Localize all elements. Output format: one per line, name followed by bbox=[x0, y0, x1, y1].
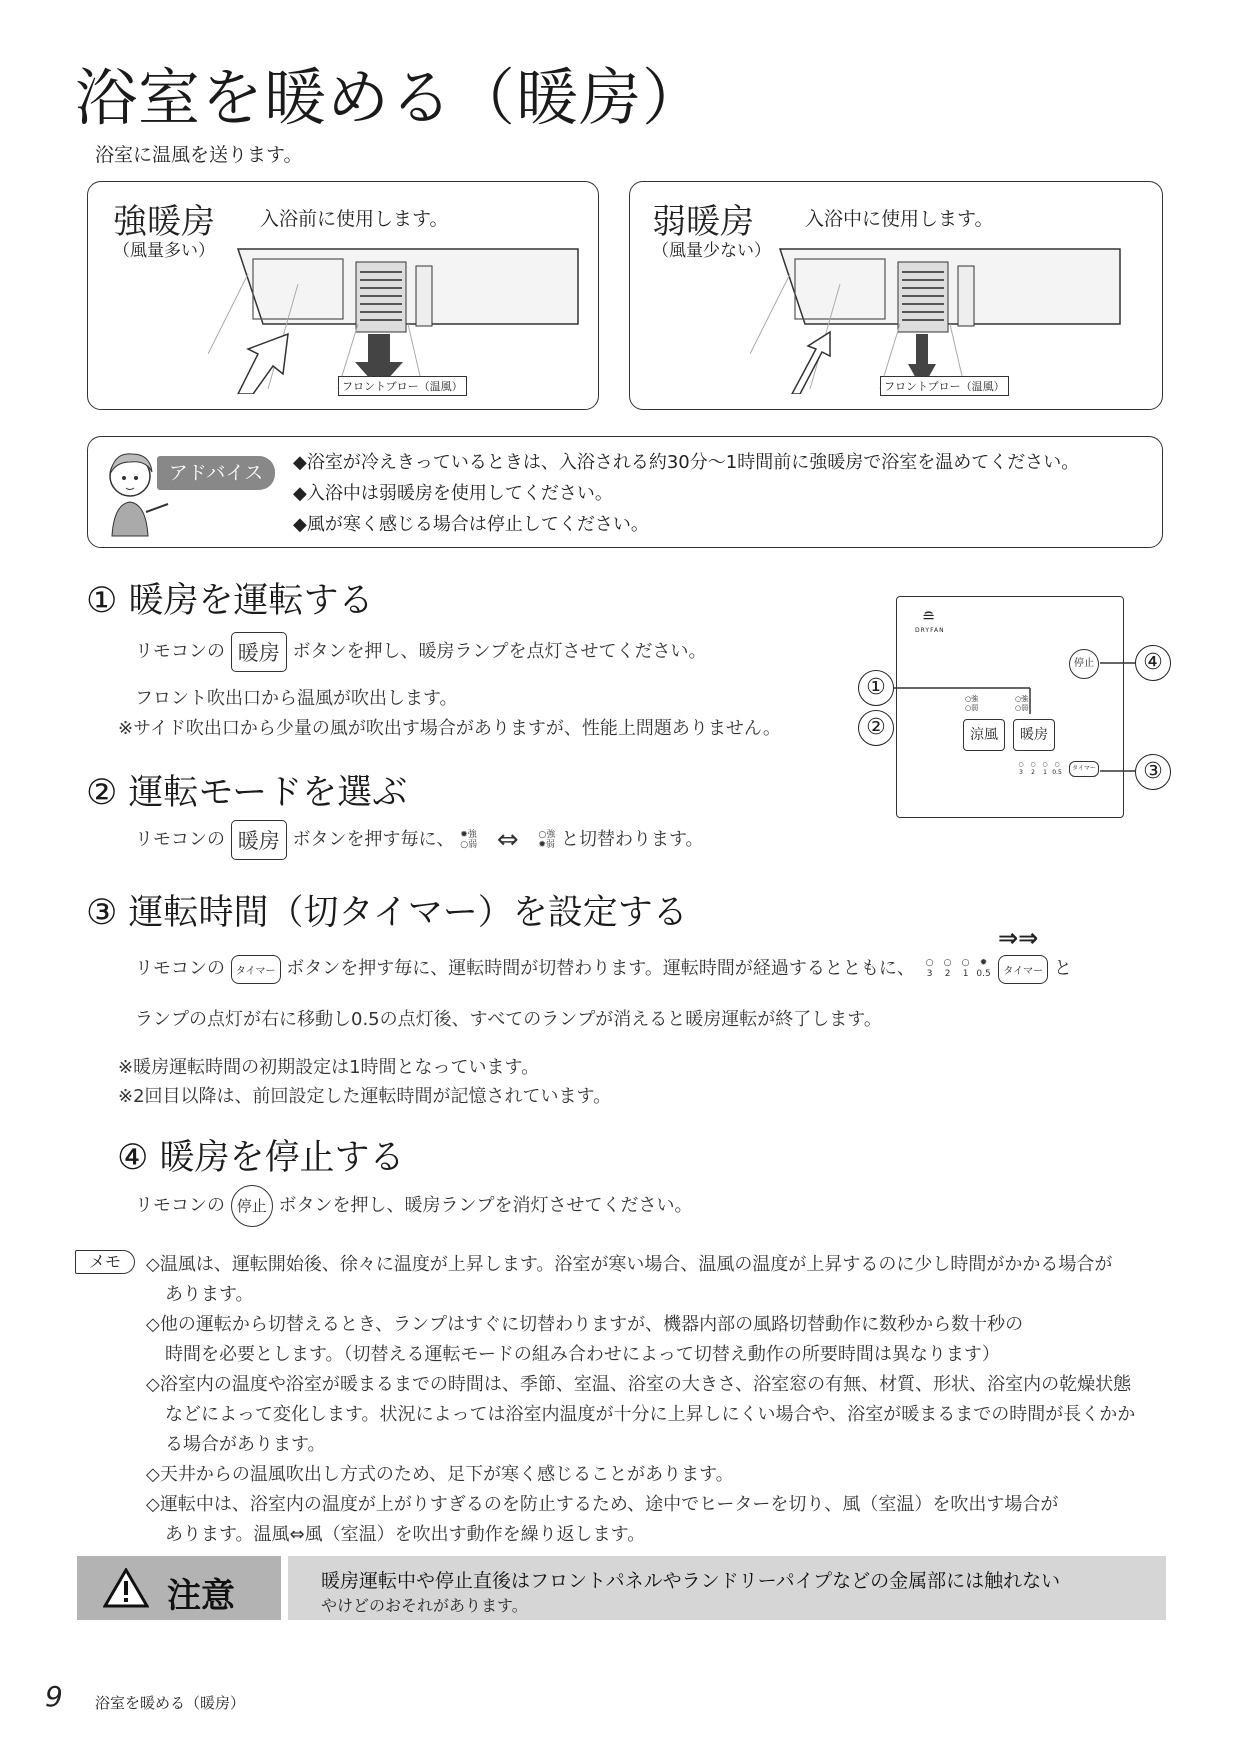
switch-arrow: ⇔ bbox=[496, 825, 519, 855]
section-4-pre: リモコンの bbox=[135, 1195, 225, 1216]
memo-line-6: などによって変化します。状況によっては浴室内温度が十分に上昇しにくい場合や、浴室が暖まるまでの時間が長くかか bbox=[165, 1404, 1136, 1425]
danbo-button-ref-2: 暖房 bbox=[231, 820, 287, 860]
section-1-pre: リモコンの bbox=[135, 641, 225, 662]
warning-triangle-icon bbox=[103, 1568, 149, 1608]
footer-title: 浴室を暖める（暖房） bbox=[95, 1694, 246, 1712]
weak-heating-panel bbox=[629, 181, 1163, 410]
page-title: 浴室を暖める（暖房） bbox=[75, 61, 706, 134]
lamp-weak-off-glyph: ○ bbox=[460, 840, 469, 850]
advice-line-1: ◆浴室が冷えきっているときは、入浴される約30分〜1時間前に強暖房で浴室を温めてください。 bbox=[293, 452, 1080, 473]
weak-heating-illustration bbox=[750, 244, 1130, 394]
section-2-mid: ボタンを押す毎に、 bbox=[292, 829, 455, 850]
callout-1: ① bbox=[858, 670, 894, 706]
section-2-post: と切替わります。 bbox=[560, 829, 704, 850]
section-2-pre: リモコンの bbox=[135, 829, 225, 850]
strong-heating-illustration bbox=[208, 244, 588, 394]
lamp-strong-off-glyph: ○ bbox=[538, 830, 547, 840]
weak-heating-desc: 入浴中に使用します。 bbox=[805, 208, 994, 230]
weak-heating-caption: フロントブロー（温風） bbox=[880, 376, 1009, 396]
section-3-post: ボタンを押す毎に、運転時間が切替わります。運転時間が経過するとともに、 bbox=[286, 958, 915, 979]
caution-sub: やけどのおそれがあります。 bbox=[321, 1596, 528, 1615]
brand-label: DRYFAN bbox=[915, 627, 945, 634]
advice-line-3: ◆風が寒く感じる場合は停止してください。 bbox=[293, 514, 649, 535]
memo-line-3: ◇他の運転から切替えるとき、ランプはすぐに切替わりますが、機器内部の風路切替動作に数秒から数十秒の bbox=[146, 1314, 1024, 1335]
weak-heating-title: 弱暖房 bbox=[652, 202, 754, 242]
section-4-heading: ④ 暖房を停止する bbox=[117, 1138, 405, 1178]
strong-heating-sub: （風量多い） bbox=[113, 241, 215, 261]
memo-line-8: ◇天井からの温風吹出し方式のため、足下が寒く感じることがあります。 bbox=[146, 1464, 734, 1485]
lamp-weak-lit-glyph: ✹ bbox=[538, 840, 546, 850]
memo-line-4: 時間を必要とします。（切替える運転モードの組み合わせによって切替え動作の所要時間は異なります） bbox=[165, 1344, 1000, 1365]
memo-line-2: あります。 bbox=[165, 1284, 254, 1305]
section-1-post: ボタンを押し、暖房ランプを点灯させてください。 bbox=[292, 641, 707, 662]
remote-stop-button[interactable]: 停止 bbox=[1069, 649, 1099, 679]
section-3-tail: と bbox=[1053, 958, 1072, 979]
timer-progress-arrows: ⇒⇒ bbox=[998, 924, 1039, 952]
section-2-line bbox=[135, 820, 704, 860]
memo-line-9: ◇運転中は、浴室内の温度が上がりすぎるのを防止するため、途中でヒーターを切り、風（室温）を吹出す場合が bbox=[146, 1494, 1059, 1515]
timer-lamps-icon: ○ 3○ 2○ 1✹ 0.5 bbox=[925, 958, 991, 979]
lamp-weak-lit-icon: ○強 ✹弱 bbox=[538, 830, 556, 850]
strong-heating-caption: フロントブロー（温風） bbox=[338, 376, 467, 396]
section-3-heading: ③ 運転時間（切タイマー）を設定する bbox=[86, 893, 688, 933]
section-3-line-1 bbox=[135, 954, 1072, 984]
remote-danbo-button[interactable]: 暖房 bbox=[1013, 719, 1055, 751]
strong-heating-panel bbox=[87, 181, 599, 410]
remote-danbo-lamps: ○強 ○弱 bbox=[1015, 695, 1029, 712]
weak-heating-sub: （風量少ない） bbox=[652, 241, 771, 261]
caution-main: 暖房運転中や停止直後はフロントパネルやランドリーパイプなどの金属部には触れない bbox=[321, 1570, 1061, 1592]
memo-line-7: る場合があります。 bbox=[165, 1434, 326, 1455]
memo-line-10: あります。温風⇔風（室温）を吹出す動作を繰り返します。 bbox=[165, 1524, 646, 1545]
memo-tag: メモ bbox=[75, 1250, 135, 1274]
remote-callout-lines bbox=[880, 596, 1180, 816]
section-3-pre: リモコンの bbox=[135, 958, 225, 979]
danbo-button-ref: 暖房 bbox=[231, 632, 287, 672]
section-1-line-1 bbox=[135, 632, 706, 672]
caution-label-box bbox=[77, 1556, 281, 1620]
strong-heating-title: 強暖房 bbox=[113, 202, 215, 242]
callout-3: ③ bbox=[1135, 754, 1171, 790]
section-3-line-2: ランプの点灯が右に移動し0.5の点灯後、すべてのランプが消えると暖房運転が終了します。 bbox=[135, 1009, 882, 1030]
caution-message-box bbox=[288, 1556, 1166, 1620]
timer-button-ref-2: タイマー bbox=[998, 955, 1048, 984]
section-4-line bbox=[135, 1185, 692, 1227]
callout-2: ② bbox=[858, 710, 894, 746]
strong-heating-desc: 入浴前に使用します。 bbox=[260, 208, 449, 230]
callout-4: ④ bbox=[1135, 645, 1171, 681]
section-2-heading: ② 運転モードを選ぶ bbox=[86, 773, 408, 813]
brand-logo-icon: ≘ bbox=[922, 607, 936, 626]
remote-ryofu-lamps: ○強 ○弱 bbox=[965, 695, 979, 712]
lamp-strong-lit-glyph: ✹ bbox=[460, 830, 468, 840]
section-4-post: ボタンを押し、暖房ランプを消灯させてください。 bbox=[278, 1195, 693, 1216]
remote-timer-lamps: ○ 3○ 2○ 1○ 0.5 bbox=[1018, 761, 1062, 776]
remote-ryofu-button[interactable]: 涼風 bbox=[963, 719, 1005, 751]
section-1-line-3: ※サイド吹出口から少量の風が吹出す場合がありますが、性能上問題ありません。 bbox=[118, 718, 781, 739]
page-number: 9 bbox=[45, 1680, 63, 1713]
section-3-note-2: ※2回目以降は、前回設定した運転時間が記憶されています。 bbox=[118, 1086, 612, 1107]
page-subtitle: 浴室に温風を送ります。 bbox=[95, 144, 303, 166]
timer-button-ref: タイマー bbox=[231, 955, 281, 984]
stop-button-ref: 停止 bbox=[231, 1185, 273, 1227]
memo-line-5: ◇浴室内の温度や浴室が暖まるまでの時間は、季節、室温、浴室の大きさ、浴室窓の有無、材質、形状、浴室内の乾燥状態 bbox=[146, 1374, 1132, 1395]
section-1-line-2: フロント吹出口から温風が吹出します。 bbox=[135, 688, 458, 709]
lamp-strong-lit-icon: ✹強 ○弱 bbox=[460, 830, 478, 850]
caution-label: 注意 bbox=[167, 1576, 235, 1616]
section-1-heading: ① 暖房を運転する bbox=[86, 581, 374, 621]
advice-line-2: ◆入浴中は弱暖房を使用してください。 bbox=[293, 483, 613, 504]
advice-tag: アドバイス bbox=[157, 456, 275, 490]
section-3-note-1: ※暖房運転時間の初期設定は1時間となっています。 bbox=[118, 1057, 540, 1078]
remote-timer-button[interactable]: タイマー bbox=[1069, 761, 1099, 777]
memo-line-1: ◇温風は、運転開始後、徐々に温度が上昇します。浴室が寒い場合、温風の温度が上昇するのに少し時間がかかる場合が bbox=[146, 1254, 1113, 1275]
